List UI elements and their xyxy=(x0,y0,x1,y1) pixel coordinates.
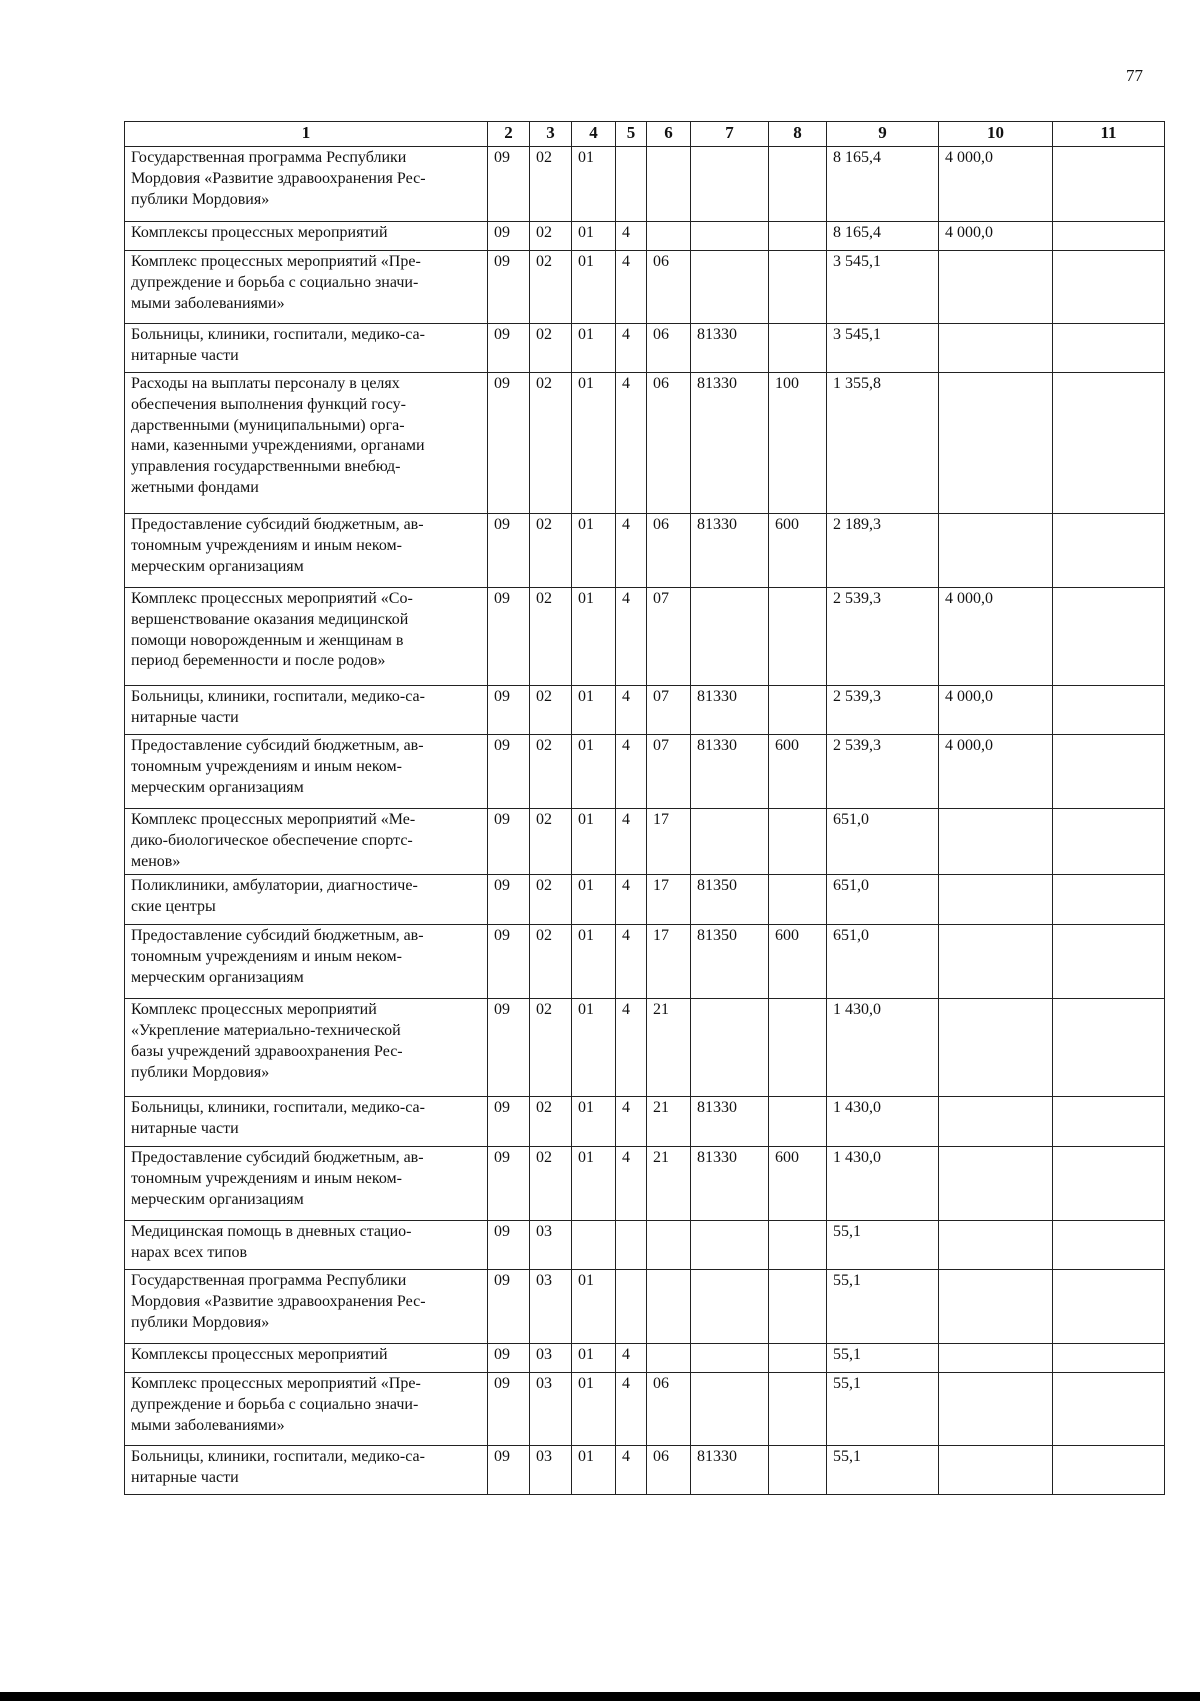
amount-col-11 xyxy=(1053,809,1165,875)
code-col-8: 600 xyxy=(769,1147,827,1221)
code-col-3: 02 xyxy=(530,373,572,514)
column-header: 2 xyxy=(488,122,530,147)
budget-table xyxy=(124,121,1165,1495)
code-col-4: 01 xyxy=(572,1147,616,1221)
code-col-5: 4 xyxy=(616,925,647,999)
description-cell: Комплекс процессных мероприятий «Укрепление материально-технической базы учреждений здравоохранения Рес- публики Мордовия» xyxy=(125,999,488,1097)
code-col-2: 09 xyxy=(488,324,530,373)
code-col-2: 09 xyxy=(488,925,530,999)
code-col-5: 4 xyxy=(616,875,647,925)
code-col-4: 01 xyxy=(572,222,616,251)
code-col-8 xyxy=(769,1270,827,1344)
code-col-4: 01 xyxy=(572,735,616,809)
amount-col-10 xyxy=(939,925,1053,999)
code-col-4: 01 xyxy=(572,251,616,324)
amount-col-10 xyxy=(939,1097,1053,1147)
description-cell: Больницы, клиники, госпитали, медико-са- нитарные части xyxy=(125,1446,488,1495)
code-col-6 xyxy=(647,1221,691,1270)
code-col-6: 21 xyxy=(647,999,691,1097)
code-col-8 xyxy=(769,147,827,222)
column-header: 3 xyxy=(530,122,572,147)
amount-col-9: 55,1 xyxy=(827,1446,939,1495)
code-col-4: 01 xyxy=(572,1097,616,1147)
table-row xyxy=(125,999,1165,1097)
code-col-6: 17 xyxy=(647,875,691,925)
description-cell: Предоставление субсидий бюджетным, ав- тономным учреждениям и иным неком- мерческим организациям xyxy=(125,735,488,809)
amount-col-9: 8 165,4 xyxy=(827,147,939,222)
header-row xyxy=(125,122,1165,147)
table-row xyxy=(125,1373,1165,1446)
code-col-6: 07 xyxy=(647,588,691,686)
code-col-3: 02 xyxy=(530,514,572,588)
code-col-3: 02 xyxy=(530,875,572,925)
code-col-8 xyxy=(769,875,827,925)
column-header: 4 xyxy=(572,122,616,147)
code-col-3: 03 xyxy=(530,1221,572,1270)
table-row xyxy=(125,324,1165,373)
description-cell: Больницы, клиники, госпитали, медико-са- нитарные части xyxy=(125,324,488,373)
code-col-2: 09 xyxy=(488,147,530,222)
code-col-3: 03 xyxy=(530,1446,572,1495)
code-col-2: 09 xyxy=(488,735,530,809)
amount-col-9: 55,1 xyxy=(827,1344,939,1373)
code-col-7: 81330 xyxy=(691,324,769,373)
amount-col-9: 8 165,4 xyxy=(827,222,939,251)
column-header: 9 xyxy=(827,122,939,147)
code-col-6 xyxy=(647,1270,691,1344)
column-header: 7 xyxy=(691,122,769,147)
code-col-2: 09 xyxy=(488,875,530,925)
code-col-8 xyxy=(769,809,827,875)
code-col-6: 06 xyxy=(647,514,691,588)
code-col-4: 01 xyxy=(572,1373,616,1446)
table-row xyxy=(125,875,1165,925)
amount-col-11 xyxy=(1053,1446,1165,1495)
code-col-7 xyxy=(691,1221,769,1270)
amount-col-11 xyxy=(1053,222,1165,251)
code-col-8 xyxy=(769,1344,827,1373)
amount-col-11 xyxy=(1053,588,1165,686)
code-col-5: 4 xyxy=(616,809,647,875)
code-col-6: 21 xyxy=(647,1147,691,1221)
code-col-3: 02 xyxy=(530,999,572,1097)
code-col-7: 81330 xyxy=(691,1147,769,1221)
amount-col-11 xyxy=(1053,735,1165,809)
code-col-3: 03 xyxy=(530,1344,572,1373)
code-col-2: 09 xyxy=(488,1097,530,1147)
code-col-5: 4 xyxy=(616,373,647,514)
code-col-8 xyxy=(769,324,827,373)
amount-col-9: 2 539,3 xyxy=(827,686,939,735)
amount-col-10 xyxy=(939,809,1053,875)
code-col-5 xyxy=(616,1221,647,1270)
code-col-3: 02 xyxy=(530,588,572,686)
amount-col-11 xyxy=(1053,1373,1165,1446)
code-col-3: 02 xyxy=(530,1147,572,1221)
table-row xyxy=(125,1097,1165,1147)
code-col-5: 4 xyxy=(616,514,647,588)
column-header: 11 xyxy=(1053,122,1165,147)
code-col-3: 02 xyxy=(530,147,572,222)
code-col-8 xyxy=(769,1446,827,1495)
description-cell: Медицинская помощь в дневных стацио- нарах всех типов xyxy=(125,1221,488,1270)
table-row xyxy=(125,251,1165,324)
code-col-8: 100 xyxy=(769,373,827,514)
code-col-7 xyxy=(691,251,769,324)
table-row xyxy=(125,686,1165,735)
code-col-8 xyxy=(769,1097,827,1147)
code-col-5: 4 xyxy=(616,222,647,251)
amount-col-11 xyxy=(1053,147,1165,222)
code-col-2: 09 xyxy=(488,373,530,514)
description-cell: Предоставление субсидий бюджетным, ав- тономным учреждениям и иным неком- мерческим организациям xyxy=(125,514,488,588)
code-col-6: 17 xyxy=(647,925,691,999)
code-col-7 xyxy=(691,222,769,251)
code-col-6: 17 xyxy=(647,809,691,875)
amount-col-9: 651,0 xyxy=(827,925,939,999)
code-col-4: 01 xyxy=(572,686,616,735)
code-col-2: 09 xyxy=(488,222,530,251)
description-cell: Предоставление субсидий бюджетным, ав- тономным учреждениям и иным неком- мерческим организациям xyxy=(125,1147,488,1221)
code-col-3: 02 xyxy=(530,925,572,999)
code-col-8 xyxy=(769,1373,827,1446)
amount-col-10: 4 000,0 xyxy=(939,735,1053,809)
code-col-7 xyxy=(691,1270,769,1344)
amount-col-10 xyxy=(939,373,1053,514)
code-col-6: 07 xyxy=(647,686,691,735)
amount-col-9: 651,0 xyxy=(827,875,939,925)
amount-col-10 xyxy=(939,1270,1053,1344)
code-col-5: 4 xyxy=(616,251,647,324)
code-col-5 xyxy=(616,1270,647,1344)
code-col-2: 09 xyxy=(488,809,530,875)
amount-col-11 xyxy=(1053,373,1165,514)
code-col-2: 09 xyxy=(488,1221,530,1270)
code-col-2: 09 xyxy=(488,1270,530,1344)
amount-col-10 xyxy=(939,875,1053,925)
code-col-2: 09 xyxy=(488,1344,530,1373)
code-col-6: 06 xyxy=(647,324,691,373)
table-row xyxy=(125,588,1165,686)
code-col-6: 06 xyxy=(647,1446,691,1495)
code-col-2: 09 xyxy=(488,1446,530,1495)
code-col-8 xyxy=(769,222,827,251)
code-col-4: 01 xyxy=(572,1446,616,1495)
table-row xyxy=(125,147,1165,222)
description-cell: Больницы, клиники, госпитали, медико-са- нитарные части xyxy=(125,686,488,735)
code-col-5: 4 xyxy=(616,1147,647,1221)
code-col-5: 4 xyxy=(616,735,647,809)
amount-col-9: 2 189,3 xyxy=(827,514,939,588)
code-col-5: 4 xyxy=(616,588,647,686)
table-row xyxy=(125,1270,1165,1344)
amount-col-9: 2 539,3 xyxy=(827,588,939,686)
amount-col-10 xyxy=(939,1221,1053,1270)
code-col-3: 02 xyxy=(530,686,572,735)
code-col-4: 01 xyxy=(572,875,616,925)
table-body xyxy=(125,147,1165,1495)
table-row xyxy=(125,1147,1165,1221)
code-col-3: 02 xyxy=(530,1097,572,1147)
page-number: 77 xyxy=(1126,66,1143,85)
amount-col-9: 2 539,3 xyxy=(827,735,939,809)
table-row xyxy=(125,735,1165,809)
amount-col-9: 1 430,0 xyxy=(827,1097,939,1147)
code-col-2: 09 xyxy=(488,514,530,588)
amount-col-10 xyxy=(939,1446,1053,1495)
amount-col-9: 1 430,0 xyxy=(827,999,939,1097)
code-col-6: 06 xyxy=(647,1373,691,1446)
column-header: 1 xyxy=(125,122,488,147)
table-row xyxy=(125,1344,1165,1373)
amount-col-11 xyxy=(1053,1097,1165,1147)
amount-col-9: 55,1 xyxy=(827,1270,939,1344)
code-col-5: 4 xyxy=(616,1446,647,1495)
code-col-7: 81350 xyxy=(691,925,769,999)
code-col-5 xyxy=(616,147,647,222)
code-col-7 xyxy=(691,1373,769,1446)
code-col-2: 09 xyxy=(488,588,530,686)
code-col-4: 01 xyxy=(572,925,616,999)
description-cell: Комплекс процессных мероприятий «Пре- дупреждение и борьба с социально значи- мыми заболеваниями» xyxy=(125,251,488,324)
code-col-3: 03 xyxy=(530,1270,572,1344)
amount-col-9: 3 545,1 xyxy=(827,324,939,373)
description-cell: Комплексы процессных мероприятий xyxy=(125,222,488,251)
code-col-8: 600 xyxy=(769,925,827,999)
code-col-3: 02 xyxy=(530,809,572,875)
code-col-3: 02 xyxy=(530,735,572,809)
code-col-5: 4 xyxy=(616,686,647,735)
code-col-8 xyxy=(769,999,827,1097)
table-row xyxy=(125,373,1165,514)
code-col-6: 06 xyxy=(647,251,691,324)
amount-col-11 xyxy=(1053,251,1165,324)
code-col-8 xyxy=(769,686,827,735)
amount-col-11 xyxy=(1053,875,1165,925)
description-cell: Государственная программа Республики Мордовия «Развитие здравоохранения Рес- публики Мордовия» xyxy=(125,1270,488,1344)
description-cell: Больницы, клиники, госпитали, медико-са- нитарные части xyxy=(125,1097,488,1147)
code-col-8: 600 xyxy=(769,735,827,809)
code-col-8: 600 xyxy=(769,514,827,588)
column-header: 10 xyxy=(939,122,1053,147)
amount-col-10 xyxy=(939,1147,1053,1221)
description-cell: Предоставление субсидий бюджетным, ав- тономным учреждениям и иным неком- мерческим организациям xyxy=(125,925,488,999)
code-col-7 xyxy=(691,999,769,1097)
amount-col-9: 651,0 xyxy=(827,809,939,875)
amount-col-9: 3 545,1 xyxy=(827,251,939,324)
code-col-6: 21 xyxy=(647,1097,691,1147)
description-cell: Поликлиники, амбулатории, диагностиче- ские центры xyxy=(125,875,488,925)
amount-col-10: 4 000,0 xyxy=(939,686,1053,735)
code-col-2: 09 xyxy=(488,1373,530,1446)
amount-col-10 xyxy=(939,324,1053,373)
amount-col-10 xyxy=(939,514,1053,588)
code-col-8 xyxy=(769,588,827,686)
amount-col-9: 55,1 xyxy=(827,1221,939,1270)
code-col-6 xyxy=(647,222,691,251)
code-col-5: 4 xyxy=(616,1344,647,1373)
column-header: 8 xyxy=(769,122,827,147)
code-col-5: 4 xyxy=(616,1373,647,1446)
amount-col-9: 1 355,8 xyxy=(827,373,939,514)
code-col-8 xyxy=(769,251,827,324)
code-col-7: 81330 xyxy=(691,514,769,588)
code-col-3: 02 xyxy=(530,222,572,251)
code-col-7: 81330 xyxy=(691,1097,769,1147)
code-col-4: 01 xyxy=(572,809,616,875)
amount-col-11 xyxy=(1053,925,1165,999)
amount-col-9: 1 430,0 xyxy=(827,1147,939,1221)
code-col-4: 01 xyxy=(572,1344,616,1373)
table-row xyxy=(125,925,1165,999)
description-cell: Комплекс процессных мероприятий «Пре- дупреждение и борьба с социально значи- мыми заболеваниями» xyxy=(125,1373,488,1446)
amount-col-11 xyxy=(1053,1270,1165,1344)
code-col-6 xyxy=(647,147,691,222)
code-col-5: 4 xyxy=(616,999,647,1097)
table-row xyxy=(125,514,1165,588)
amount-col-10 xyxy=(939,1373,1053,1446)
code-col-2: 09 xyxy=(488,1147,530,1221)
scan-edge xyxy=(0,1692,1200,1701)
code-col-8 xyxy=(769,1221,827,1270)
code-col-7: 81330 xyxy=(691,373,769,514)
column-header: 5 xyxy=(616,122,647,147)
code-col-5: 4 xyxy=(616,324,647,373)
amount-col-10: 4 000,0 xyxy=(939,222,1053,251)
table-row xyxy=(125,1446,1165,1495)
code-col-4: 01 xyxy=(572,324,616,373)
code-col-4: 01 xyxy=(572,999,616,1097)
description-cell: Расходы на выплаты персоналу в целях обеспечения выполнения функций госу- дарственными (муниципальными) орга- нами, казенными учреждениями, органами управления государственными внебюд- жетными фондами xyxy=(125,373,488,514)
column-header: 6 xyxy=(647,122,691,147)
code-col-7: 81330 xyxy=(691,686,769,735)
code-col-7: 81350 xyxy=(691,875,769,925)
code-col-4: 01 xyxy=(572,514,616,588)
code-col-7 xyxy=(691,1344,769,1373)
amount-col-11 xyxy=(1053,1344,1165,1373)
description-cell: Комплекс процессных мероприятий «Ме- дико-биологическое обеспечение спортс- менов» xyxy=(125,809,488,875)
description-cell: Комплекс процессных мероприятий «Со- вершенствование оказания медицинской помощи новорожденным и женщинам в период беременности и после родов» xyxy=(125,588,488,686)
code-col-4: 01 xyxy=(572,147,616,222)
amount-col-11 xyxy=(1053,514,1165,588)
code-col-7 xyxy=(691,809,769,875)
code-col-4 xyxy=(572,1221,616,1270)
amount-col-10: 4 000,0 xyxy=(939,588,1053,686)
code-col-2: 09 xyxy=(488,251,530,324)
table-row xyxy=(125,222,1165,251)
code-col-3: 02 xyxy=(530,324,572,373)
amount-col-11 xyxy=(1053,324,1165,373)
amount-col-10 xyxy=(939,999,1053,1097)
code-col-7: 81330 xyxy=(691,735,769,809)
code-col-3: 03 xyxy=(530,1373,572,1446)
amount-col-11 xyxy=(1053,1221,1165,1270)
code-col-6 xyxy=(647,1344,691,1373)
code-col-2: 09 xyxy=(488,686,530,735)
table-row xyxy=(125,809,1165,875)
code-col-4: 01 xyxy=(572,373,616,514)
code-col-5: 4 xyxy=(616,1097,647,1147)
description-cell: Государственная программа Республики Мордовия «Развитие здравоохранения Рес- публики Мордовия» xyxy=(125,147,488,222)
amount-col-10 xyxy=(939,251,1053,324)
amount-col-11 xyxy=(1053,999,1165,1097)
code-col-7: 81330 xyxy=(691,1446,769,1495)
amount-col-10: 4 000,0 xyxy=(939,147,1053,222)
amount-col-10 xyxy=(939,1344,1053,1373)
code-col-7 xyxy=(691,588,769,686)
code-col-6: 06 xyxy=(647,373,691,514)
code-col-4: 01 xyxy=(572,1270,616,1344)
code-col-7 xyxy=(691,147,769,222)
table-row xyxy=(125,1221,1165,1270)
amount-col-9: 55,1 xyxy=(827,1373,939,1446)
amount-col-11 xyxy=(1053,686,1165,735)
amount-col-11 xyxy=(1053,1147,1165,1221)
description-cell: Комплексы процессных мероприятий xyxy=(125,1344,488,1373)
code-col-3: 02 xyxy=(530,251,572,324)
code-col-6: 07 xyxy=(647,735,691,809)
code-col-2: 09 xyxy=(488,999,530,1097)
code-col-4: 01 xyxy=(572,588,616,686)
